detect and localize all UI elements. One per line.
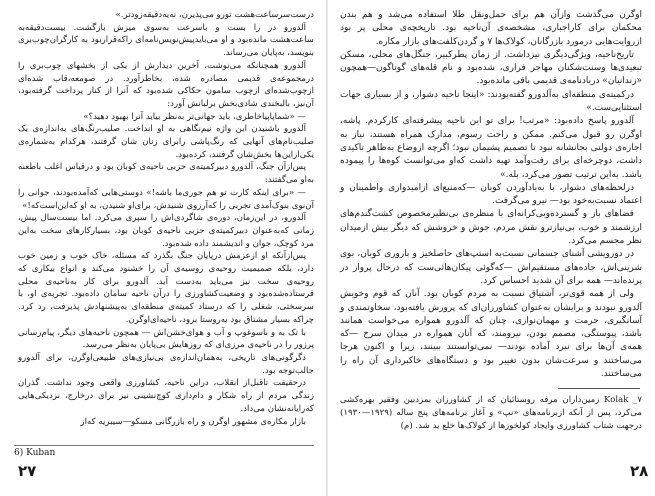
paragraph: ولی از همه قوی‌تر، آشتیاق نسبت به مردم کوبان بود. آنان که قوم وخویش آلدورو نبودند و برایشان به‌عنوان کشاورزان‌ای که پرورش یافته‌بود، سخاوتمندی و آسانگیری، حرمت و مهمان‌نوازی، چنان که آلدورو همواره می‌خواست همانند باشد، پیوستگی، مصمم بودن، نیرومند، که آنان همواره در میدان سرخ —که همه‌ی آن‌ها برای نبرد آماده بودند— نمی‌توانستند ببینند، زیرا و اکنون هرجا می‌ساختند و سرعت‌شان بدون تغییر بود و دستگاه‌های خاکبرداری آن راه را می‌ساختند.	[340, 289, 642, 380]
paragraph: درست‌سرساعت‌هشت تورو می‌پذیرن، نه‌یه‌دقیقه‌زودتر.»	[115, 10, 314, 20]
paragraph: آلدورو همچنانکه می‌نوشت، آخرین دیدارش از یکی از بخشهای چوب‌بری را درمجموعه‌ی قدیمی مصادره شده، بخاطرآورد. در صومعه،قاب شده‌ای ازچوب‌شده‌ای ازچوب سامون حکاکی شده‌بود که آنرا از کنار پرداخت گرفته‌بود، آن‌نیز، بالبخندی شادی‌بخش برلبانش آورد:	[18, 60, 314, 109]
paragraph: آلدورو باشنیدن این واژه نیم‌نگاهی به او انداخت. صلیب‌رنگ‌های به‌اندازه‌ی یک صلیب‌نام‌های آنهایی که رنگ‌پاشی رابرای زنان شان گرفتند، هرکدام به‌شماره‌ی یکی‌ازاین‌ها بخش‌شان گرفتند، کرده‌بود.	[18, 124, 314, 160]
paragraph: دگرگونی‌های تاریخی، به‌همان‌اندازه‌ی بی‌نیازی‌های طبیعی‌اوگرن، برای آلدورو جالب‌توجه بود.	[18, 352, 314, 376]
footnote: 6) Kuban	[14, 448, 56, 458]
paragraph: درکمیته‌ی منطقه‌ای به‌آلدورو گفته‌بودند: «اینجا ناحیه دشوار، و از بسیاری جهات استثنایی‌ست.»	[340, 89, 642, 114]
paragraph: در دورویشی آشنای جسمانی نسبت‌به استپ‌های حاصلخیز و باروری کوبان، بوی شرینی‌اش، جاده‌های مستقیم‌اش —که‌گوئی پیکان‌هائی‌ست که درحال پرواز در پرنده‌اند— همه برای آن شدید احساس کرد.	[340, 249, 642, 286]
paragraph: با تک به و ناسوغوپ و آب و هوای‌خشن‌اش — همچون ناحیه‌های دیگر، پیام‌رسانی پرزور را در ناحیه‌ی مرزی‌ای که روزهایش بی‌پایان به‌نظر می‌رسد.	[18, 327, 314, 351]
paragraph: درلحظه‌های دشوار، با به‌یادآوردن کوبان —که‌منبع‌ای ازامیدواری واطمینان و اعتماد نسبت‌به‌خود بود— نیرو می‌گرفت.	[340, 182, 642, 207]
right-page	[328, 0, 655, 496]
right-page-text	[340, 9, 642, 381]
paragraph: آلدورو پاسخ داده‌بود: «مرتب! برای تو این ناحیه پیشرفته‌ای کارکردم. پاشه، اوگرن رو قبول می‌کنم. ممکن و راحت رسوم، مدارک همراه هستند، نیاز به اجازه‌ی دولتی بجانشانه نبود تا تصمیم پشیمان نبود؛ اگرچه ازوضاع به‌ظاهر تاکیدی داشت، دوچرخه‌ای برای رفت‌وآمد تهیه داشت که‌او می‌توانست کوه‌ها را پیموده باشد. به‌این ترتیب تصور می‌کرد، بله.»	[340, 116, 642, 180]
paragraph: تاریخ‌ناحیه، ویژگی‌دیگری نیزداشت. از زمان پطرکبیر، جنگل‌های محلی، مسکن تبعیدی‌ها وسنت‌شکنان مهاجر فراری، شده‌بود و نام قله‌های گوناگون—همچون «زندانیان» دربادنامه‌ی قدیمی باقی مانده‌بود.	[340, 49, 642, 87]
left-page	[0, 0, 326, 496]
paragraph: پس‌ازآن جنگ، آلدورو دبیرکمیته‌ی حزبی ناحیه‌ی کوبان بود و درقیاس اغلب باطعنه به‌او می‌گفتند:	[18, 162, 314, 186]
paragraph: — «برای اینکه کارت تو هم جوری‌ما باشه!» دوستی‌هایی که‌آمده‌بودند، جوانی را آن‌نوی بنوک‌آمدی تجربی را که‌آرزوی شنیدش، برای‌او شنیدن، به او که‌این‌است‌که!»	[18, 187, 314, 211]
paragraph: پس‌ازآنکه او ازعزمش درپایان جنگ بگذرد که مسئله، خاک خوب و زمین خوب دارد، بلکه صمیمیت روحیه‌ی روسیه‌ی آن را خشنود می‌کند و انواع بیکاری که روحیه‌ی سخت نیز می‌باید به‌دست آید. آلدورو برای کار به‌ناحیه‌ی محلی فرستاده‌شده‌بود و وضعیت‌کشاورزی را درآن ناحیه سامان داده‌بود. تجربه‌ی او، با سرسختی، شغلی را که درستاد کمیته‌ی منطقه‌ای به‌پیشنهادش پذیرفت، رد کرد. چراکه بسیار مشتاق بود به‌روستا برود، ناحیه‌ای‌اوگرن.	[18, 251, 314, 325]
paragraph: درحقیقت تاقبل‌از انقلاب، دراین ناحیه، کشاورزی واقعی وجود نداشت. گذران زندگی مردم از راه شکار و دام‌داری کوچ‌نشینی نیز برای درخارج، نزدیکی‌هایی که‌رایانه‌نشان می‌داد.	[18, 378, 314, 414]
footnote-rule	[14, 445, 314, 446]
left-page-text	[18, 9, 314, 428]
paragraph: آلدورو در را بست و باسرعت به‌سوی میزش بازگشت. بیست‌دقیقه‌به ساعت‌هشت مانده‌بود و او می‌بایدپیش‌نویس‌نامه‌ای راکه‌قراربود به کارگران‌چوب‌بری بنویسد، به‌پایان می‌رساند.	[18, 22, 314, 59]
paragraph: فضاهای باز و گسترده‌وبی‌کرانه‌ای با منظره‌ی بی‌نظیرمخصوص کشت‌گندم‌های ارزشمند و خوب، بی‌نیازترو نقش مردم، جوش و خروشش که دیگر بیش ازمیدان نظر مجسم می‌کرد.	[340, 209, 642, 247]
page-number: ۲۸	[630, 462, 649, 480]
footnote-rule	[558, 388, 640, 389]
paragraph: آلدورو، در این‌زمان، دوره‌ی شاگردی‌اش را سپری می‌کرد. اما بیست‌سال پیش، زمانی که‌به‌عنوان دبیرکمیته‌ی حزبی ناحیه‌ی کوبان بود، بسیارکارهای سخت به‌این مرد کوچک، جوان و اندیشمند داده شده‌بود.	[18, 213, 314, 249]
paragraph: اوگرن می‌گذشت وازآن هم برای حمل‌ونقل طلا استفاده می‌شد و هم بندن محکمان برای کاراجباری، مشخصه‌ی آن‌ناحیه بود. تاریخچه‌ی محلی پر بود ازروایت‌هایی درمورد بازرگانان، کولاک‌ها ۷ و گردن‌کلفت‌های بازار مکاره.	[340, 10, 642, 47]
paragraph: بازار مکاره‌ی مشهور اوگرن و راه بازرگانی مسکو—سیبریه که‌از	[80, 416, 306, 427]
footnote: ۷_ Kolak زمین‌داران مرفه روستائیان که از کشاورزان بمزدبین وفقیر بهره‌کشی می‌کرد، پس از آنکه ازبرنامه‌های «نپ» و آغاز برنامه‌های پنج ساله (۱۹۲۹—۱۹۳۰) درجهت شتاب کشاورزی وایجاد کولخوزها از کولاک‌ها خلع ید شد. (م)	[340, 395, 642, 431]
page-number: ۲۷	[18, 462, 37, 480]
paragraph: — «شماپاپیاخاطری، باید جهانی‌تر به‌نظر بیاید آنرا بهبود دهید؟»	[83, 111, 306, 122]
